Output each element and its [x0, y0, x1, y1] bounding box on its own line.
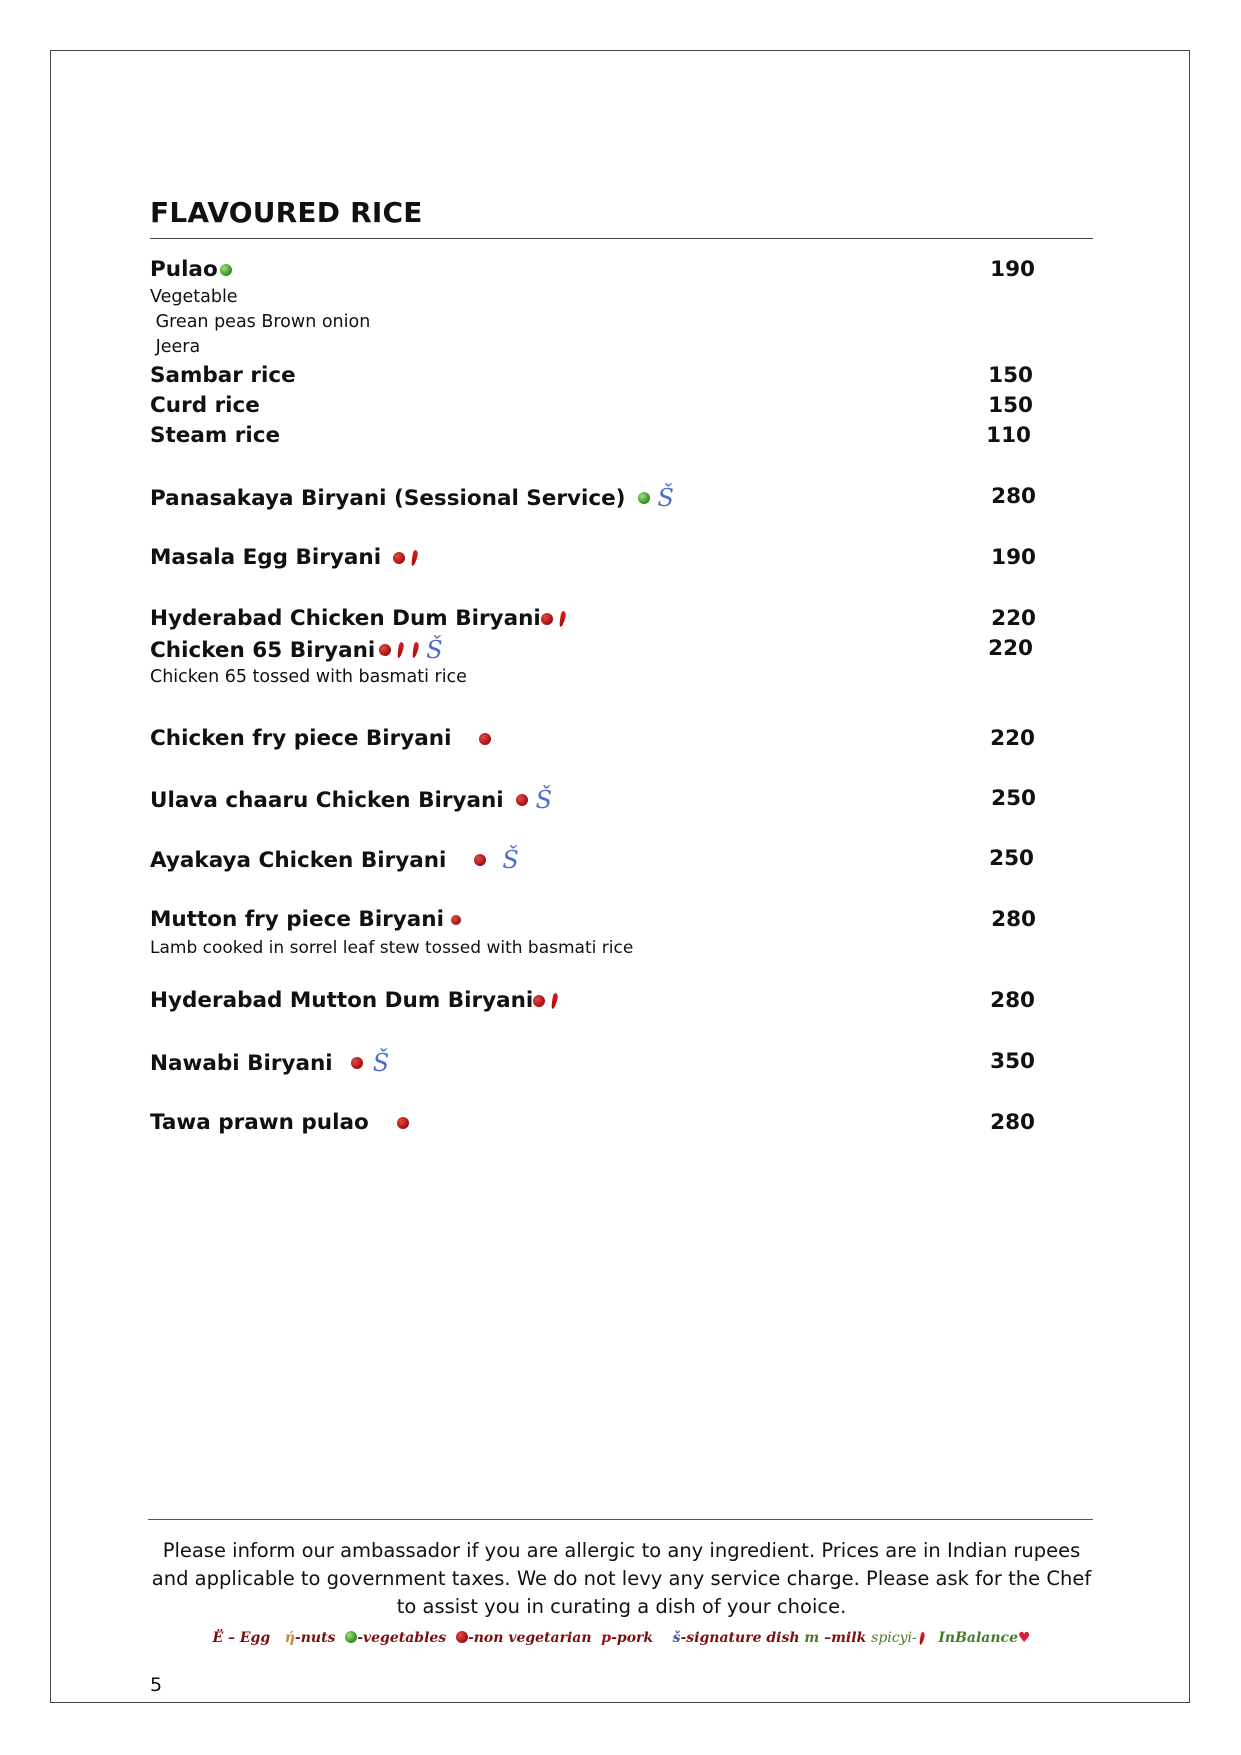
item-price: 220	[990, 726, 1035, 751]
nuts-icon: ή	[284, 1630, 295, 1646]
legend-nuts: -nuts	[294, 1630, 336, 1646]
legend-spicy: spicyi-	[871, 1630, 917, 1646]
item-name: Chicken 65 Biryani	[150, 637, 376, 663]
vegetarian-icon	[220, 264, 232, 276]
item-name: Steam rice	[150, 423, 281, 448]
legend-veg: -vegetables	[357, 1630, 447, 1646]
signature-dish-icon: Š	[502, 846, 519, 874]
chili-icon	[397, 642, 405, 659]
non-vegetarian-icon	[393, 552, 405, 564]
non-vegetarian-icon	[516, 794, 528, 806]
item-name: Mutton fry piece Biryani	[150, 907, 444, 932]
non-vegetarian-icon	[541, 613, 553, 625]
item-price: 250	[989, 846, 1034, 871]
item-name: Pulao	[150, 257, 218, 282]
item-price: 280	[990, 988, 1035, 1013]
item-name: Panasakaya Biryani (Sessional Service)	[150, 485, 626, 511]
item-price: 150	[988, 393, 1033, 418]
title-divider	[150, 238, 1093, 239]
signature-dish-icon: š	[672, 1630, 681, 1646]
legend-pork: -pork	[611, 1630, 654, 1646]
item-name: Hyderabad Chicken Dum Biryani	[150, 606, 541, 631]
signature-dish-icon: Š	[657, 484, 674, 512]
item-name: Masala Egg Biryani	[150, 545, 382, 570]
legend-nonveg: -non vegetarian	[467, 1630, 592, 1646]
item-name: Nawabi Biryani	[150, 1050, 333, 1076]
item-name: Tawa prawn pulao	[150, 1110, 369, 1135]
footer-divider	[148, 1519, 1093, 1520]
item-name: Curd rice	[150, 393, 260, 418]
item-name: Sambar rice	[150, 363, 296, 388]
item-description: Lamb cooked in sorrel leaf stew tossed with basmati rice	[150, 938, 634, 958]
item-price: 190	[990, 257, 1035, 282]
chili-icon	[412, 642, 420, 659]
signature-dish-icon: Š	[426, 636, 443, 664]
item-price: 250	[991, 786, 1036, 811]
item-description: Grean peas Brown onion	[150, 312, 371, 332]
heart-icon: ♥	[1018, 1630, 1031, 1646]
signature-dish-icon: Š	[372, 1049, 390, 1077]
legend-inbalance: InBalance	[938, 1630, 1018, 1646]
page-number: 5	[150, 1674, 163, 1696]
item-price: 280	[991, 907, 1036, 932]
menu-item-sambar-rice	[150, 363, 296, 388]
non-vegetarian-icon	[474, 854, 486, 866]
legend-signature: -signature dish	[680, 1630, 800, 1646]
non-vegetarian-icon	[379, 644, 391, 656]
menu-item-hyderabad-mutton-dum-biryani	[150, 988, 557, 1013]
section-title: FLAVOURED RICE	[150, 196, 423, 229]
menu-item-curd-rice	[150, 393, 260, 418]
item-price: 350	[990, 1049, 1035, 1074]
menu-item-ayakaya-chicken-biryani	[150, 846, 519, 874]
item-price: 220	[988, 636, 1033, 661]
item-description: Vegetable	[150, 287, 238, 307]
menu-item-pulao	[150, 257, 232, 282]
menu-item-ulava-chaaru-chicken-biryani	[150, 786, 552, 814]
legend-egg: – Egg	[223, 1630, 271, 1646]
non-vegetarian-icon	[351, 1057, 363, 1069]
item-name: Hyderabad Mutton Dum Biryani	[150, 988, 534, 1013]
chili-icon	[918, 1631, 925, 1645]
allergy-notice: Please inform our ambassador if you are allergic to any ingredient. Prices are in Indian rupees and applicable to government taxes. We do not levy any service charge. Please ask for the Chef to assist you in curating a dish of your choice.	[151, 1539, 1092, 1618]
item-name: Ayakaya Chicken Biryani	[150, 847, 447, 873]
signature-dish-icon: Š	[535, 786, 553, 814]
menu-item-tawa-prawn-pulao	[150, 1110, 409, 1135]
menu-item-panasakaya-biryani	[150, 484, 674, 512]
item-price: 280	[991, 484, 1036, 509]
legend-milk: –milk	[819, 1630, 867, 1646]
item-description: Jeera	[150, 337, 201, 357]
dietary-legend	[150, 1630, 1093, 1646]
item-price: 110	[986, 423, 1031, 448]
item-price: 150	[988, 363, 1033, 388]
menu-item-mutton-fry-piece-biryani	[150, 907, 461, 932]
item-price: 190	[991, 545, 1036, 570]
milk-symbol: m	[804, 1630, 820, 1646]
menu-item-masala-egg-biryani	[150, 545, 417, 570]
vegetarian-icon	[638, 492, 650, 504]
non-vegetarian-icon	[533, 995, 545, 1007]
pork-symbol: p	[601, 1630, 612, 1646]
item-price: 280	[990, 1110, 1035, 1135]
menu-item-hyderabad-chicken-dum-biryani	[150, 606, 565, 631]
item-description: Chicken 65 tossed with basmati rice	[150, 667, 467, 687]
menu-item-nawabi-biryani	[150, 1049, 389, 1077]
item-name: Chicken fry piece Biryani	[150, 726, 452, 751]
menu-item-steam-rice	[150, 423, 280, 448]
non-vegetarian-icon	[456, 1631, 468, 1643]
vegetarian-icon	[345, 1631, 357, 1643]
item-price: 220	[991, 606, 1036, 631]
non-vegetarian-icon	[397, 1117, 409, 1129]
non-vegetarian-icon	[451, 915, 461, 925]
egg-symbol: Ë	[212, 1630, 224, 1646]
item-name: Ulava chaaru Chicken Biryani	[150, 787, 504, 813]
menu-item-chicken-65-biryani	[150, 636, 443, 664]
non-vegetarian-icon	[479, 733, 491, 745]
menu-item-chicken-fry-piece-biryani	[150, 726, 491, 751]
